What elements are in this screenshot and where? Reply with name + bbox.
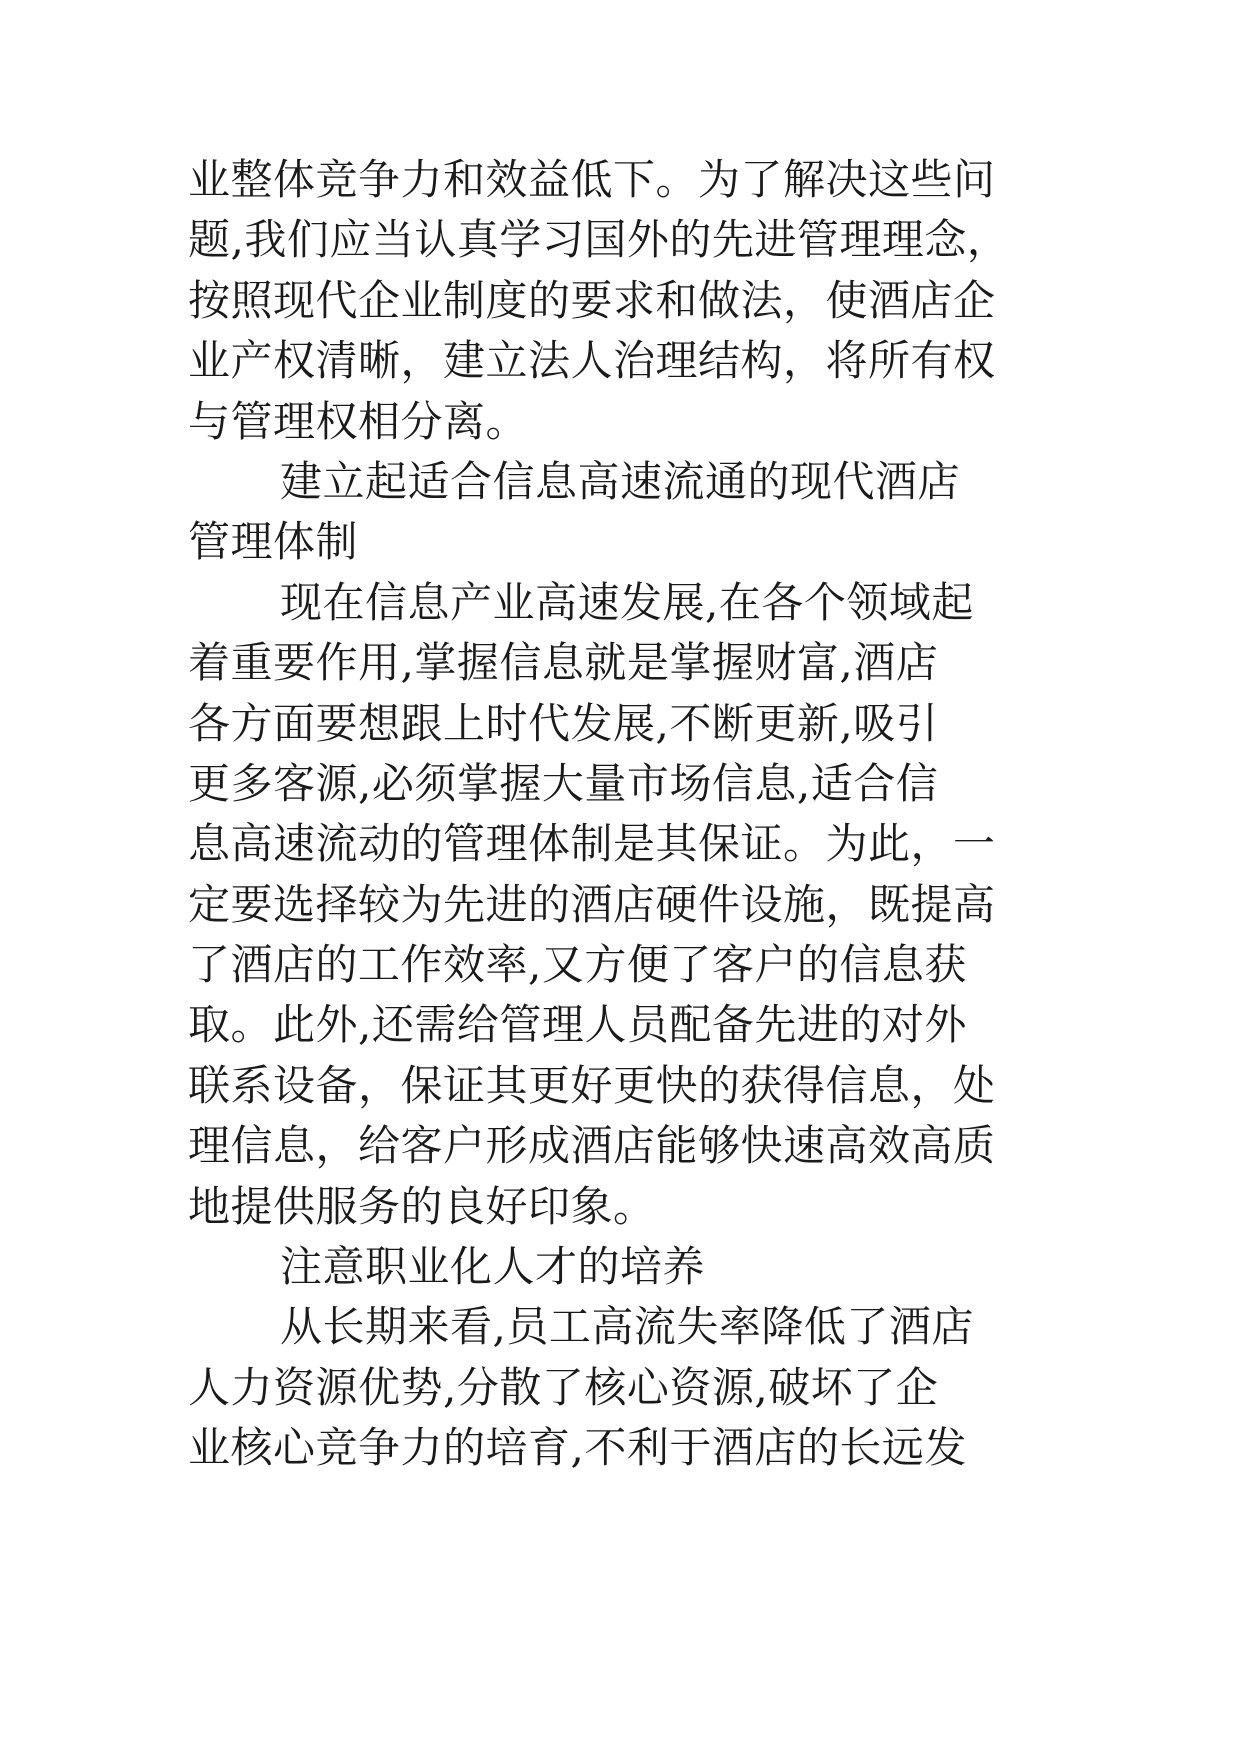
section-heading-continuation: 管理体制 bbox=[188, 517, 359, 567]
text-line: 题,我们应当认真学习国外的先进管理理念， bbox=[188, 215, 1010, 265]
text-line: 从长期来看,员工高流失率降低了酒店 bbox=[280, 1302, 974, 1352]
text-line: 息高速流动的管理体制是其保证。为此，一 bbox=[188, 819, 996, 869]
text-line: 业核心竞争力的培育,不利于酒店的长远发 bbox=[188, 1423, 967, 1473]
text-line: 定要选择较为先进的酒店硬件设施，既提高 bbox=[188, 879, 996, 929]
text-line: 着重要作用,掌握信息就是掌握财富,酒店 bbox=[188, 638, 939, 688]
text-line: 联系设备，保证其更好更快的获得信息，处 bbox=[188, 1060, 996, 1110]
text-line: 业产权清晰，建立法人治理结构，将所有权 bbox=[188, 336, 996, 386]
text-line: 各方面要想跟上时代发展,不断更新,吸引 bbox=[188, 698, 939, 748]
text-line: 地提供服务的良好印象。 bbox=[188, 1181, 656, 1231]
text-line: 业整体竞争力和效益低下。为了解决这些问 bbox=[188, 155, 996, 204]
section-heading: 注意职业化人才的培养 bbox=[280, 1242, 706, 1292]
text-line: 按照现代企业制度的要求和做法，使酒店企 bbox=[188, 275, 996, 325]
text-line: 取。此外,还需给管理人员配备先进的对外 bbox=[188, 1000, 967, 1050]
text-line: 与管理权相分离。 bbox=[188, 396, 529, 446]
body-text bbox=[188, 150, 1168, 1479]
text-line: 更多客源,必须掌握大量市场信息,适合信 bbox=[188, 758, 939, 808]
text-line: 了酒店的工作效率,又方便了客户的信息获 bbox=[188, 940, 967, 990]
text-line: 现在信息产业高速发展,在各个领域起 bbox=[280, 577, 974, 627]
text-line: 理信息，给客户形成酒店能够快速高效高质 bbox=[188, 1121, 996, 1171]
text-line: 人力资源优势,分散了核心资源,破坏了企 bbox=[188, 1362, 939, 1412]
section-heading: 建立起适合信息高速流通的现代酒店 bbox=[280, 456, 961, 506]
